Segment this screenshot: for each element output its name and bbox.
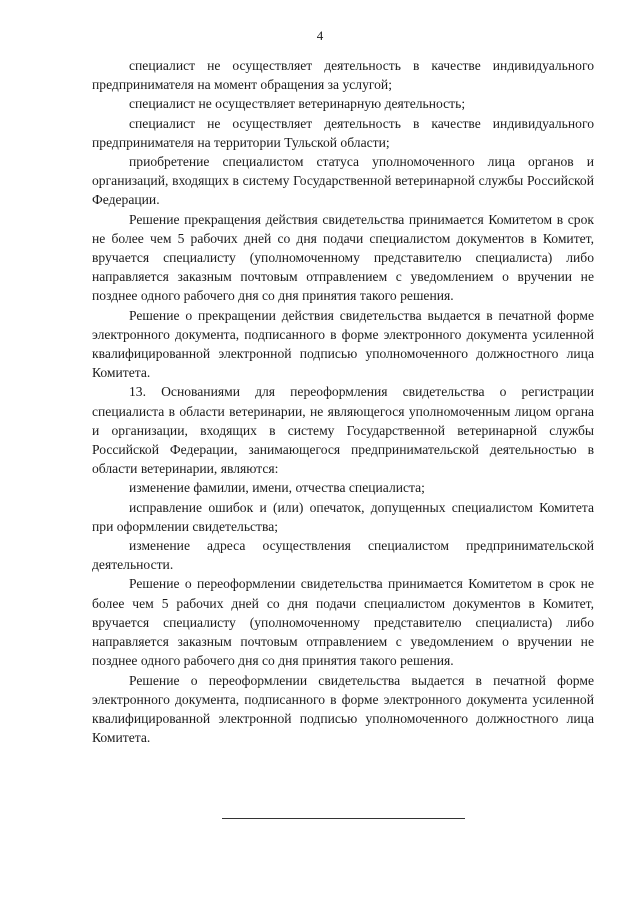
paragraph-termination-decision-form: Решение о прекращении действия свидетельства выдается в печатной форме электронного документа, подписанного в форме электронного документа усиленной квалифицированной электронной подписью уполномоченного должностного лица Комитета.	[92, 307, 594, 381]
paragraph-condition-no-veterinary-activity: специалист не осуществляет ветеринарную деятельность;	[129, 96, 466, 112]
paragraph-termination-decision-timing: Решение прекращения действия свидетельства принимается Комитетом в срок не более чем 5 рабочих дней со дня подачи специалистом документов в Комитет, вручается специалисту (уполномоченному представителю специалиста) либо направляется заказным почтовым отправлением с уведомлением о вручении не позднее одного рабочего дня со дня принятия такого решения.	[92, 211, 594, 304]
paragraph-ground-address-change: изменение адреса осуществления специалистом предпринимательской деятельности.	[92, 538, 594, 573]
document-body	[92, 56, 594, 747]
page-number: 4	[316, 28, 324, 43]
paragraph-condition-not-entrepreneur-at-request: специалист не осуществляет деятельность в качестве индивидуального предпринимателя на момент обращения за услугой;	[92, 58, 594, 93]
closing-divider-line	[222, 818, 465, 819]
paragraph-condition-not-entrepreneur-in-tula: специалист не осуществляет деятельность в качестве индивидуального предпринимателя на территории Тульской области;	[92, 115, 594, 150]
paragraph-reissue-decision-timing: Решение о переоформлении свидетельства принимается Комитетом в срок не более чем 5 рабочих дней со дня подачи специалистом документов в Комитет, вручается специалисту (уполномоченному представителю специалиста) либо направляется заказным почтовым отправлением с уведомлением о вручении не позднее одного рабочего дня со дня принятия такого решения.	[92, 576, 594, 669]
paragraph-ground-error-correction: исправление ошибок и (или) опечаток, допущенных специалистом Комитета при оформлении свидетельства;	[92, 499, 594, 534]
paragraph-ground-name-change: изменение фамилии, имени, отчества специалиста;	[129, 480, 425, 496]
paragraph-reissue-decision-form: Решение о переоформлении свидетельства выдается в печатной форме электронного документа, подписанного в форме электронного документа усиленной квалифицированной электронной подписью уполномоченного должностного лица Комитета.	[92, 672, 594, 746]
paragraph-clause-13-reissue-grounds: 13. Основаниями для переоформления свидетельства о регистрации специалиста в области ветеринарии, не являющегося уполномоченным лицом органа и организации, входящих в систему Государственной ветеринарной службы Российской Федерации, занимающегося предпринимательской деятельностью в области ветеринарии, являются:	[92, 384, 594, 477]
paragraph-condition-authorized-status: приобретение специалистом статуса уполномоченного лица органов и организаций, входящих в систему Государственной ветеринарной службы Российской Федерации.	[92, 154, 594, 208]
